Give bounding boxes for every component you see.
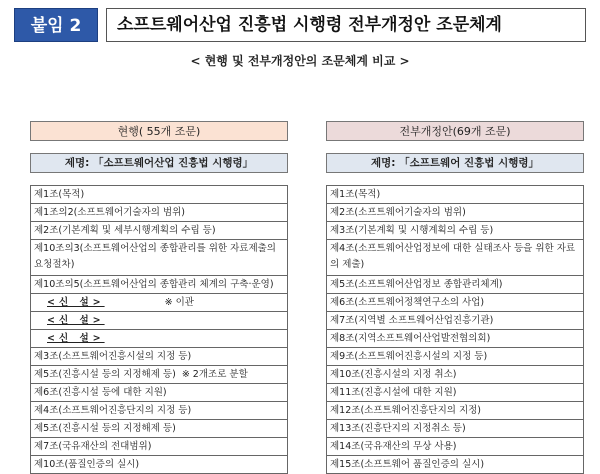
article-text: 제1조의2(소프트웨어기술자의 범위) xyxy=(34,207,185,218)
article-text: 제7조(지역별 소프트웨어산업진흥기관) xyxy=(330,315,494,326)
article-text: <신 설> xyxy=(47,315,105,326)
attachment-badge: 붙임 2 xyxy=(14,8,98,42)
article-row xyxy=(327,420,583,438)
article-row xyxy=(327,276,583,294)
article-text: 제1조(목적) xyxy=(34,189,85,200)
article-row xyxy=(31,186,287,204)
article-row xyxy=(327,240,583,276)
article-text: 제2조(기본계획 및 세부시행계획의 수립 등) xyxy=(34,225,216,236)
article-text: 제4조(소프트웨어산업정보에 대한 실태조사 등을 위한 자료의 제출) xyxy=(330,243,576,270)
article-row xyxy=(327,438,583,456)
amendment-column xyxy=(326,121,584,474)
article-row xyxy=(31,240,287,276)
article-row xyxy=(31,348,287,366)
article-text: 제2조(소프트웨어기술자의 범위) xyxy=(330,207,466,218)
article-row xyxy=(31,438,287,456)
current-articles-list xyxy=(30,185,288,474)
document-header xyxy=(14,8,586,42)
article-row xyxy=(327,186,583,204)
article-text: 제5조(진흥시설 등의 지정해제 등) xyxy=(34,423,176,434)
article-row xyxy=(31,204,287,222)
article-row xyxy=(327,222,583,240)
current-law-heading: 현행( 55개 조문) xyxy=(30,121,288,141)
article-row xyxy=(31,330,287,348)
amendment-articles-list xyxy=(326,185,584,474)
article-text: 제3조(소프트웨어진흥시설의 지정 등) xyxy=(34,351,192,362)
article-row xyxy=(31,294,287,312)
article-text: 제4조(소프트웨어진흥단지의 지정 등) xyxy=(34,405,192,416)
article-text: 제10조의3(소프트웨어산업의 종합관리를 위한 자료제출의 요청절차) xyxy=(34,243,276,270)
article-row xyxy=(31,222,287,240)
article-text: 제3조(기본계획 및 시행계획의 수립 등) xyxy=(330,225,494,236)
article-row xyxy=(31,456,287,474)
current-law-column xyxy=(30,121,288,474)
article-row xyxy=(327,204,583,222)
article-text: 제10조의5(소프트웨어산업의 종합관리 체계의 구축·운영) xyxy=(34,279,274,290)
article-text: 제10조(진흥시설의 지정 취소) xyxy=(330,369,457,380)
article-text: 제15조(소프트웨어 품질인증의 실시) xyxy=(330,459,485,470)
article-note: ※ 2개조로 분할 xyxy=(181,369,248,380)
article-row xyxy=(327,456,583,474)
article-text: 제6조(소프트웨어정책연구소의 사업) xyxy=(330,297,485,308)
article-row xyxy=(327,312,583,330)
article-text: 제11조(진흥시설에 대한 지원) xyxy=(330,387,457,398)
article-text: 제13조(진흥단지의 지정취소 등) xyxy=(330,423,466,434)
article-row xyxy=(327,366,583,384)
article-text: 제12조(소프트웨어진흥단지의 지정) xyxy=(330,405,481,416)
article-row xyxy=(327,348,583,366)
current-decree-title: 제명: 「소프트웨어산업 진흥법 시행령」 xyxy=(30,153,288,173)
article-text: 제5조(진흥시설 등의 지정해제 등) xyxy=(34,369,176,380)
article-row xyxy=(31,384,287,402)
amendment-heading: 전부개정안(69개 조문) xyxy=(326,121,584,141)
article-row xyxy=(327,330,583,348)
article-text: 제10조(품질인증의 실시) xyxy=(34,459,140,470)
article-row xyxy=(31,276,287,294)
article-text: 제9조(소프트웨어진흥시설의 지정 등) xyxy=(330,351,488,362)
article-text: 제7조(국유재산의 전대범위) xyxy=(34,441,152,452)
article-row xyxy=(31,402,287,420)
article-text: <신 설> xyxy=(47,297,105,308)
amendment-decree-title: 제명: 「소프트웨어 진흥법 시행령」 xyxy=(326,153,584,173)
document-title: 소프트웨어산업 진흥법 시행령 전부개정안 조문체계 xyxy=(106,8,586,42)
article-row xyxy=(31,312,287,330)
comparison-subtitle: < 현행 및 전부개정안의 조문체계 비교 > xyxy=(190,54,410,68)
article-text: 제8조(지역소프트웨어산업발전협의회) xyxy=(330,333,491,344)
article-text: 제5조(소프트웨어산업정보 종합관리체계) xyxy=(330,279,503,290)
article-row xyxy=(31,366,287,384)
article-row xyxy=(31,420,287,438)
article-note: ※ 이관 xyxy=(164,297,194,308)
article-row xyxy=(327,402,583,420)
article-text: <신 설> xyxy=(47,333,105,344)
article-row xyxy=(327,384,583,402)
article-text: 제1조(목적) xyxy=(330,189,381,200)
article-row xyxy=(327,294,583,312)
article-text: 제14조(국유재산의 무상 사용) xyxy=(330,441,457,452)
article-text: 제6조(진흥시설 등에 대한 지원) xyxy=(34,387,167,398)
